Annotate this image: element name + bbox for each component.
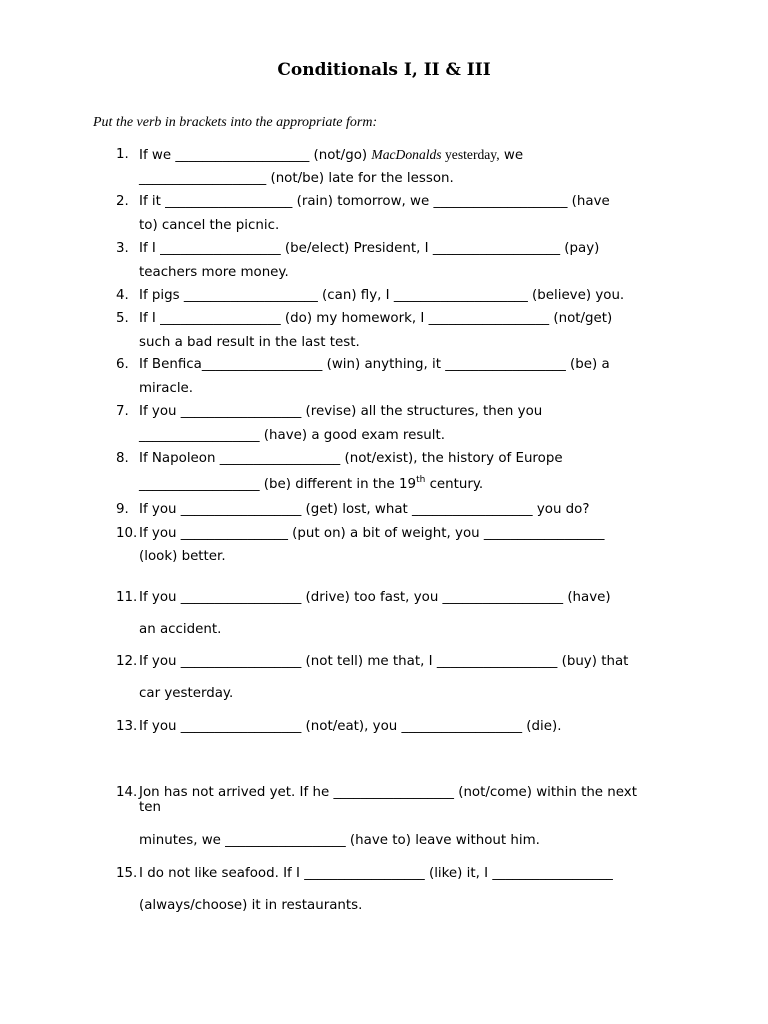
question-line: such a bad result in the last test. — [139, 335, 360, 350]
question-number: 5. — [116, 311, 129, 326]
question-line: If you __________________ (get) lost, what __________________ you do? — [139, 502, 590, 517]
question-number: 7. — [116, 404, 129, 419]
question-line: If we ____________________ (not/go) MacDonalds yesterday, we — [139, 147, 524, 163]
instruction-text: Put the verb in brackets into the appropriate form: — [93, 115, 378, 130]
question-line: If Benfica__________________ (win) anything, it __________________ (be) a — [139, 357, 610, 372]
question-line: If it ___________________ (rain) tomorrow, we ____________________ (have — [139, 194, 610, 209]
question-line: minutes, we __________________ (have to) leave without him. — [139, 833, 540, 848]
question-number: 3. — [116, 241, 129, 256]
question-line: __________________ (have) a good exam result. — [139, 428, 446, 443]
question-number: 9. — [116, 502, 129, 517]
question-number: 8. — [116, 451, 129, 466]
superscript: th — [416, 475, 426, 485]
question-line: (always/choose) it in restaurants. — [139, 898, 363, 913]
question-number: 1. — [116, 147, 129, 162]
question-number: 15. — [116, 866, 138, 881]
question-number: 2. — [116, 194, 129, 209]
question-line: __________________ (be) different in the 19th century. — [139, 475, 484, 492]
brand-text: MacDonalds — [371, 147, 442, 162]
question-line: If pigs ____________________ (can) fly, I ____________________ (believe) you. — [139, 288, 625, 303]
question-line: If I __________________ (do) my homework, I __________________ (not/get) — [139, 311, 613, 326]
question-line: (look) better. — [139, 549, 226, 564]
question-line: teachers more money. — [139, 265, 289, 280]
question-line: If you __________________ (not tell) me that, I __________________ (buy) that — [139, 654, 629, 669]
question-line: miracle. — [139, 381, 194, 396]
question-number: 6. — [116, 357, 129, 372]
question-number: 14. — [116, 785, 138, 800]
question-line: car yesterday. — [139, 686, 234, 701]
question-number: 4. — [116, 288, 129, 303]
question-line: If you ________________ (put on) a bit of weight, you __________________ — [139, 526, 605, 541]
question-number: 11. — [116, 590, 138, 605]
question-line: If you __________________ (not/eat), you __________________ (die). — [139, 719, 562, 734]
question-line: If you __________________ (drive) too fast, you __________________ (have) — [139, 590, 611, 605]
question-line: If you __________________ (revise) all the structures, then you — [139, 404, 543, 419]
question-number: 12. — [116, 654, 138, 669]
question-line: If I __________________ (be/elect) President, I ___________________ (pay) — [139, 241, 600, 256]
question-line: I do not like seafood. If I __________________ (like) it, I __________________ — [139, 866, 613, 881]
page-title: Conditionals I, II & III — [277, 60, 491, 80]
question-line: If Napoleon __________________ (not/exist), the history of Europe — [139, 451, 563, 466]
question-line: an accident. — [139, 622, 222, 637]
question-line: ten — [139, 800, 161, 815]
question-line: to) cancel the picnic. — [139, 218, 280, 233]
question-number: 13. — [116, 719, 138, 734]
question-line: Jon has not arrived yet. If he __________________ (not/come) within the next — [139, 785, 637, 800]
question-number: 10. — [116, 526, 138, 541]
question-line: ___________________ (not/be) late for the lesson. — [139, 171, 454, 186]
